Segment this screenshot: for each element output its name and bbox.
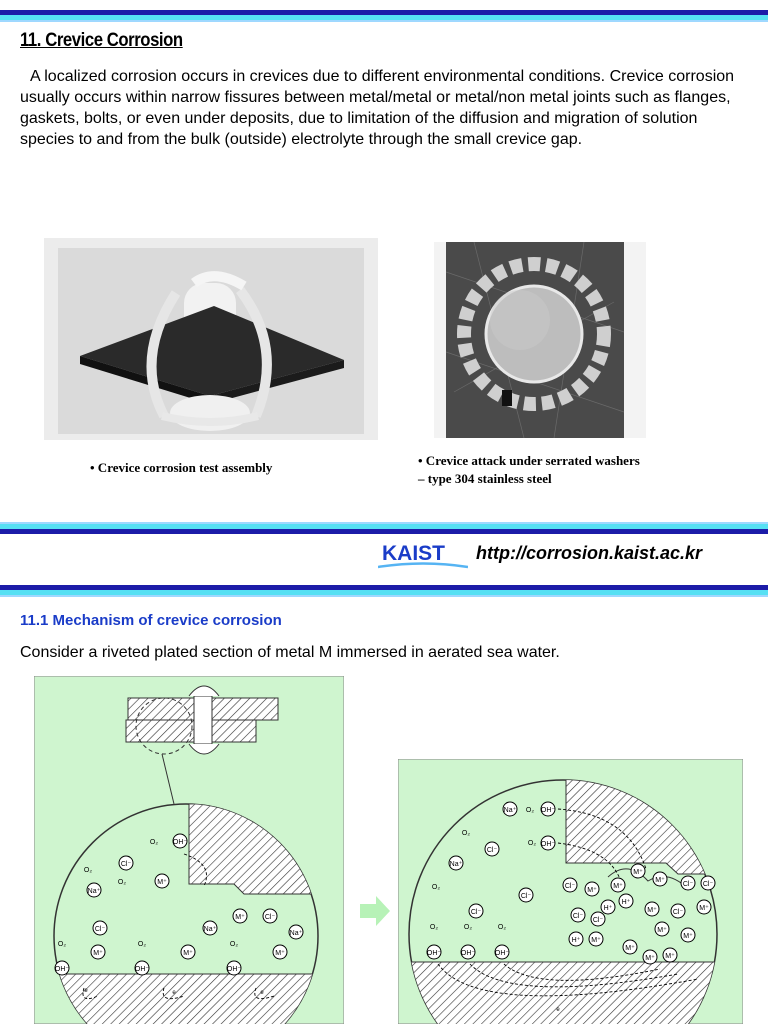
svg-text:O₂: O₂: [57, 941, 67, 948]
svg-text:O₂: O₂: [463, 924, 473, 931]
caption-washer-line1: • Crevice attack under serrated washers: [418, 453, 640, 468]
svg-text:Cl⁻: Cl⁻: [486, 847, 498, 854]
svg-text:Cl⁻: Cl⁻: [120, 861, 132, 868]
svg-text:M⁺: M⁺: [645, 955, 655, 962]
intro-paragraph: A localized corrosion occurs in crevices due to different environmental conditions. Crevice corrosion usually occurs within narrow fissures between metal/metal or metal/non metal joints such as flanges, gaskets, bolts, or even under deposits, due to limitation of the diffusion and migration of solution species to and from the bulk (outside) electrolyte through the small crevice gap.: [20, 68, 735, 148]
svg-text:O₂: O₂: [497, 924, 507, 931]
svg-text:Cl⁻: Cl⁻: [572, 913, 584, 920]
svg-text:KAIST: KAIST: [382, 542, 445, 565]
svg-text:M⁺: M⁺: [625, 945, 635, 952]
svg-text:O₂: O₂: [431, 884, 441, 891]
svg-text:M⁺: M⁺: [665, 953, 675, 960]
caption-test-assembly: • Crevice corrosion test assembly: [90, 460, 273, 475]
svg-text:Cl⁻: Cl⁻: [520, 893, 532, 900]
section-text: Consider a riveted plated section of metal M immersed in aerated sea water.: [20, 644, 560, 661]
svg-text:M⁺: M⁺: [657, 927, 667, 934]
svg-text:M⁺: M⁺: [683, 933, 693, 940]
caption-washer-line2: – type 304 stainless steel: [418, 471, 552, 486]
svg-text:M⁺: M⁺: [93, 950, 103, 957]
serrated-washer-photo: [434, 242, 646, 438]
kaist-logo: [378, 540, 468, 577]
svg-text:M⁺: M⁺: [587, 887, 597, 894]
svg-text:Cl⁻: Cl⁻: [94, 926, 106, 933]
svg-text:M⁺: M⁺: [647, 907, 657, 914]
footer-band: [0, 522, 768, 534]
second-header-band: [0, 585, 768, 597]
svg-text:H⁺: H⁺: [621, 899, 631, 906]
svg-text:OH⁻: OH⁻: [494, 950, 510, 957]
svg-text:OH⁻: OH⁻: [134, 966, 150, 973]
svg-text:O₂: O₂: [429, 924, 439, 931]
svg-text:e: e: [260, 990, 264, 996]
svg-text:Cl⁻: Cl⁻: [470, 909, 482, 916]
section-heading: 11.1 Mechanism of crevice corrosion: [20, 612, 282, 629]
svg-text:M⁺: M⁺: [633, 869, 643, 876]
svg-text:M⁺: M⁺: [699, 905, 709, 912]
svg-text:M⁺: M⁺: [613, 883, 623, 890]
svg-text:Na⁺: Na⁺: [289, 930, 303, 937]
svg-text:O₂: O₂: [83, 867, 93, 874]
svg-text:O₂: O₂: [149, 839, 159, 846]
svg-text:OH⁻: OH⁻: [460, 950, 476, 957]
svg-text:OH⁻: OH⁻: [426, 950, 442, 957]
svg-text:Cl⁻: Cl⁻: [592, 917, 604, 924]
svg-text:M⁺: M⁺: [157, 879, 167, 886]
svg-text:Cl⁻: Cl⁻: [682, 881, 694, 888]
svg-text:Na⁺: Na⁺: [87, 888, 101, 895]
svg-text:e: e: [172, 990, 176, 996]
test-assembly-photo: [44, 238, 378, 440]
svg-text:OH⁻: OH⁻: [54, 966, 70, 973]
svg-text:M⁺: M⁺: [275, 950, 285, 957]
svg-text:OH⁻: OH⁻: [172, 839, 188, 846]
svg-text:M⁺: M⁺: [183, 950, 193, 957]
svg-text:Na⁺: Na⁺: [203, 926, 217, 933]
svg-text:H⁺: H⁺: [571, 937, 581, 944]
svg-text:OH⁻: OH⁻: [540, 807, 556, 814]
svg-text:e: e: [84, 988, 88, 994]
svg-text:Cl⁻: Cl⁻: [702, 881, 714, 888]
svg-text:Cl⁻: Cl⁻: [564, 883, 576, 890]
footer-url-link[interactable]: http://corrosion.kaist.ac.kr: [476, 543, 703, 563]
svg-text:O₂: O₂: [525, 807, 535, 814]
svg-text:O₂: O₂: [527, 840, 537, 847]
svg-text:Cl⁻: Cl⁻: [264, 914, 276, 921]
crevice-mechanism-initial-diagram: [34, 676, 344, 1024]
slide-title: 11. Crevice Corrosion: [20, 30, 183, 51]
svg-text:M⁺: M⁺: [235, 914, 245, 921]
svg-text:O₂: O₂: [461, 830, 471, 837]
svg-text:Cl⁻: Cl⁻: [672, 909, 684, 916]
top-header-band: [0, 10, 768, 22]
progression-arrow-icon: [360, 894, 390, 933]
svg-text:O₂: O₂: [117, 879, 127, 886]
svg-text:OH⁻: OH⁻: [226, 966, 242, 973]
svg-text:Na⁺: Na⁺: [503, 807, 517, 814]
svg-text:M⁺: M⁺: [655, 877, 665, 884]
svg-text:O₂: O₂: [229, 941, 239, 948]
svg-text:OH⁻: OH⁻: [540, 841, 556, 848]
svg-text:e: e: [556, 1007, 560, 1013]
svg-text:O₂: O₂: [137, 941, 147, 948]
crevice-mechanism-advanced-diagram: [398, 759, 743, 1024]
svg-text:H⁺: H⁺: [603, 905, 613, 912]
svg-text:Na⁺: Na⁺: [449, 861, 463, 868]
svg-text:M⁺: M⁺: [591, 937, 601, 944]
